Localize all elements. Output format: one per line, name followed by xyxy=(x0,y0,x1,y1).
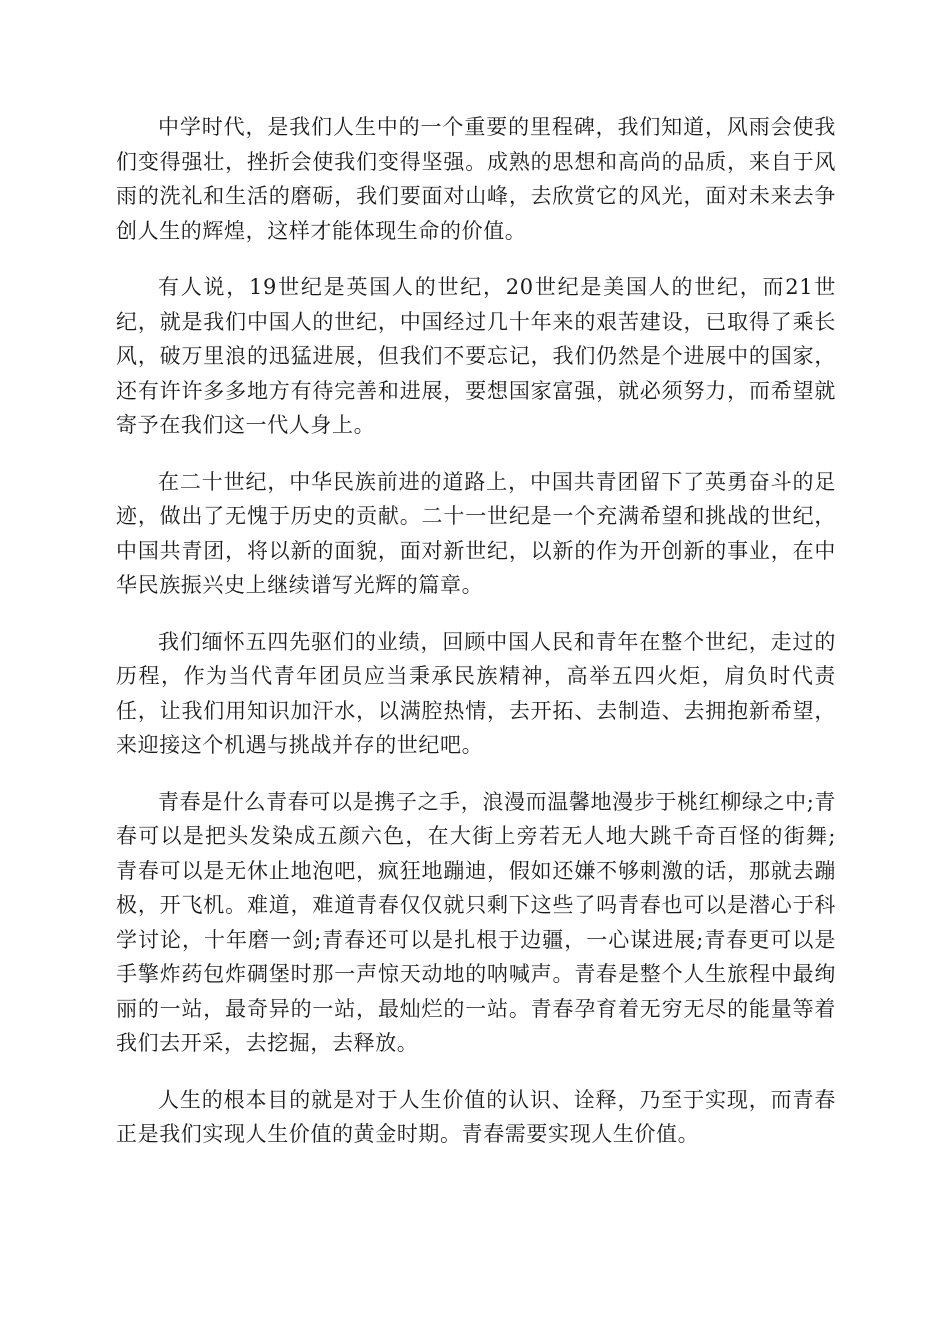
paragraph-5: 青春是什么青春可以是携子之手，浪漫而温馨地漫步于桃红柳绿之中;青春可以是把头发染成五颜六色，在大街上旁若无人地大跳千奇百怪的街舞;青春可以是无休止地泡吧，疯狂地蹦迪，假如还嫌不够刺激的话，那就去蹦极，开飞机。难道，难道青春仅仅就只剩下这些了吗青春也可以是潜心于科学讨论，十年磨一剑;青春还可以是扎根于边疆，一心谋进展;青春更可以是手擎炸药包炸碉堡时那一声惊天动地的呐喊声。青春是整个人生旅程中最绚丽的一站，最奇异的一站，最灿烂的一站。青春孕育着无穷无尽的能量等着我们去开采，去挖掘，去释放。 xyxy=(116,789,836,1055)
paragraph-4: 我们缅怀五四先驱们的业绩，回顾中国人民和青年在整个世纪，走过的历程，作为当代青年团员应当秉承民族精神，高举五四火炬，肩负时代责任，让我们用知识加汗水，以满腔热情，去开拓、去制造、去拥抱新希望，来迎接这个机遇与挑战并存的世纪吧。 xyxy=(116,629,836,757)
document-body xyxy=(116,110,836,1174)
paragraph-3: 在二十世纪，中华民族前进的道路上，中国共青团留下了英勇奋斗的足迹，做出了无愧于历史的贡献。二十一世纪是一个充满希望和挑战的世纪，中国共青团，将以新的面貌，面对新世纪，以新的作为开创新的事业，在中华民族振兴史上继续谱写光辉的篇章。 xyxy=(116,469,836,597)
paragraph-2: 有人说，19世纪是英国人的世纪，20世纪是美国人的世纪，而21世纪，就是我们中国人的世纪，中国经过几十年来的艰苦建设，已取得了乘长风，破万里浪的迅猛进展，但我们不要忘记，我们仍然是个进展中的国家，还有许许多多地方有待完善和进展，要想国家富强，就必须努力，而希望就寄予在我们这一代人身上。 xyxy=(116,275,836,437)
paragraph-6: 人生的根本目的就是对于人生价值的认识、诠释，乃至于实现，而青春正是我们实现人生价值的黄金时期。青春需要实现人生价值。 xyxy=(116,1087,836,1146)
paragraph-1: 中学时代，是我们人生中的一个重要的里程碑，我们知道，风雨会使我们变得强壮，挫折会使我们变得坚强。成熟的思想和高尚的品质，来自于风雨的洗礼和生活的磨砺，我们要面对山峰，去欣赏它的风光，面对未来去争创人生的辉煌，这样才能体现生命的价值。 xyxy=(116,115,836,243)
